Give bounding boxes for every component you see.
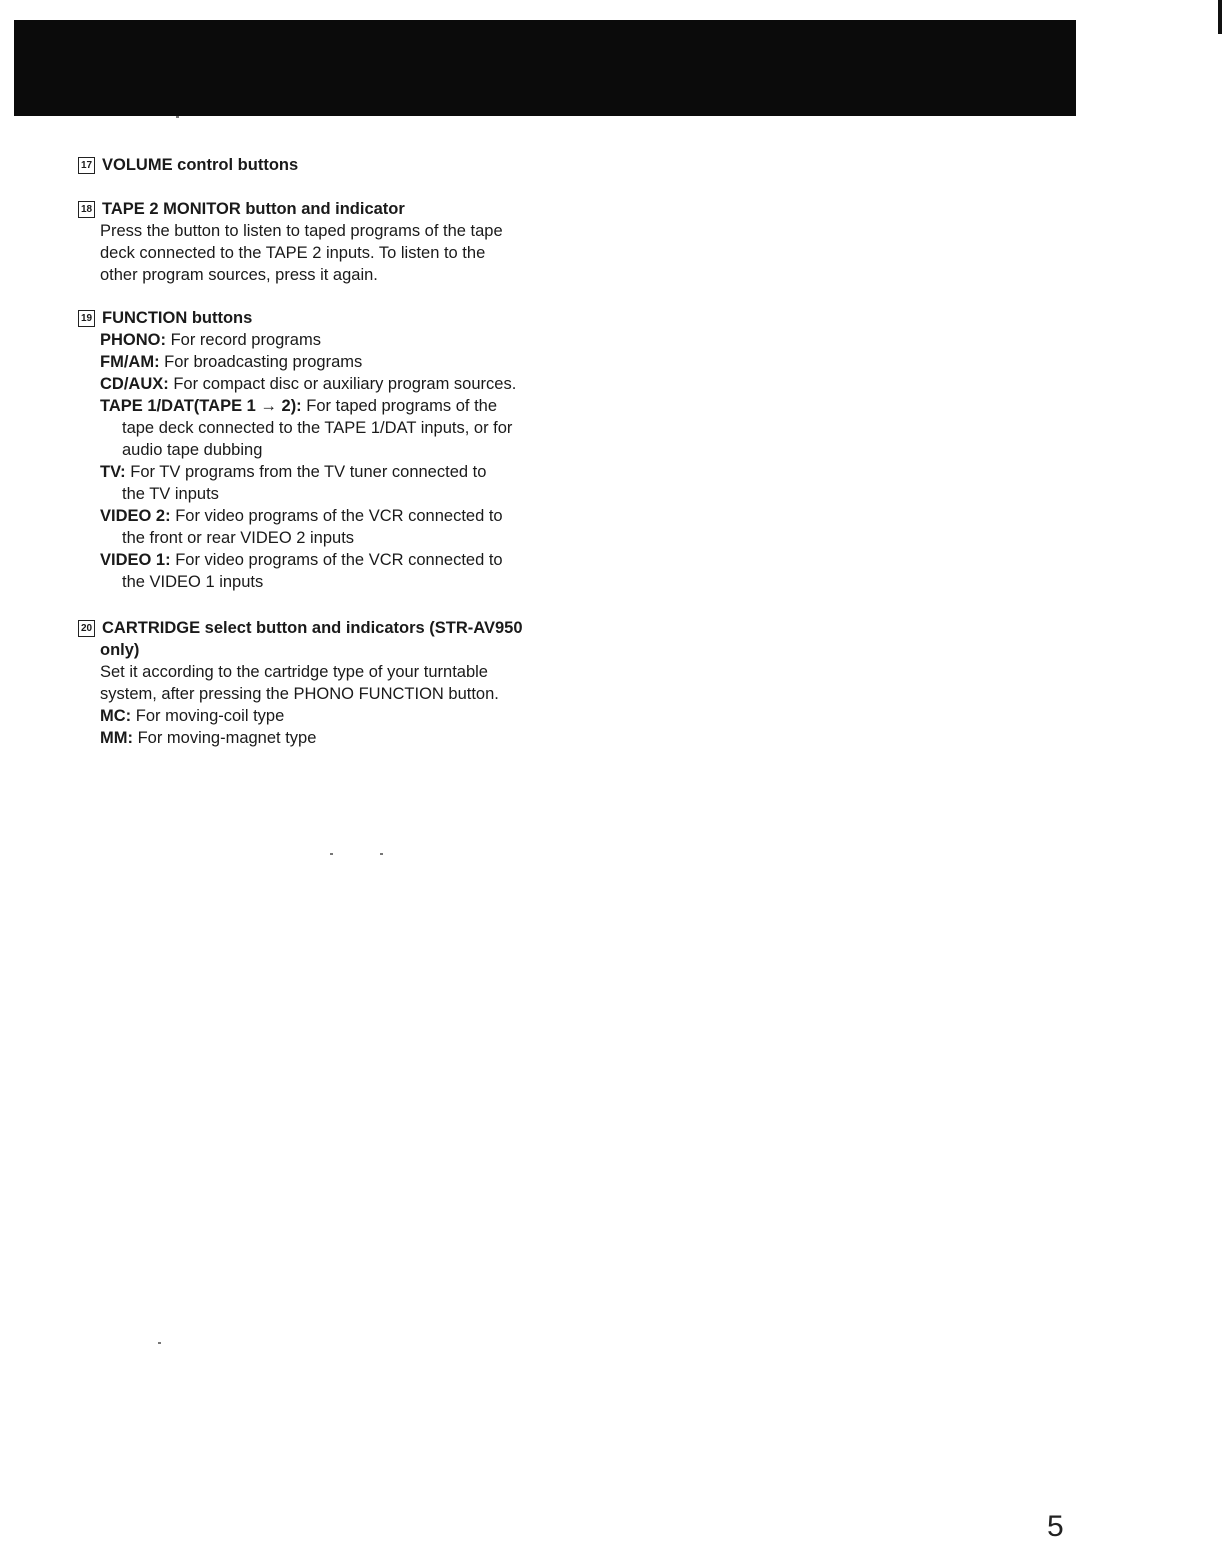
function-entry-tape1-dat: TAPE 1/DAT(TAPE 1 → 2): For taped programs of the [100, 397, 498, 415]
item-number-badge: 17 [78, 157, 95, 174]
header-bar [14, 20, 1076, 116]
item-number-badge: 19 [78, 310, 95, 327]
item-volume [78, 154, 558, 176]
scan-speck [176, 116, 179, 118]
scan-speck [330, 853, 333, 855]
item-title: FUNCTION buttons [102, 309, 253, 327]
function-entry-continuation: the front or rear VIDEO 2 inputs [122, 529, 355, 547]
page-number: 5 [1047, 1510, 1064, 1543]
function-entry-continuation: tape deck connected to the TAPE 1/DAT inputs, or for [122, 419, 513, 437]
item-number-badge: 18 [78, 201, 95, 218]
description-line: other program sources, press it again. [100, 266, 378, 284]
function-entry-video1: VIDEO 1: For video programs of the VCR connected to [100, 551, 503, 569]
item-description [78, 220, 558, 286]
item-title: VOLUME control buttons [102, 156, 299, 174]
function-entry-fmam: FM/AM: For broadcasting programs [100, 353, 363, 371]
item-description [78, 639, 558, 749]
scan-speck [380, 853, 383, 855]
description-line: system, after pressing the PHONO FUNCTION button. [100, 685, 499, 703]
description-line: Press the button to listen to taped programs of the tape [100, 222, 503, 240]
item-tape2-monitor [78, 198, 558, 286]
function-entry-phono: PHONO: For record programs [100, 331, 321, 349]
item-cartridge [78, 617, 558, 749]
scan-speck [158, 1342, 161, 1344]
item-title: CARTRIDGE select button and indicators (STR-AV950 [102, 619, 523, 637]
item-title-continuation: only) [100, 641, 140, 659]
description-line: Set it according to the cartridge type of your turntable [100, 663, 488, 681]
function-entry-cdaux: CD/AUX: For compact disc or auxiliary program sources. [100, 375, 517, 393]
item-title: TAPE 2 MONITOR button and indicator [102, 200, 405, 218]
function-entry-continuation: audio tape dubbing [122, 441, 263, 459]
function-entry-video2: VIDEO 2: For video programs of the VCR connected to [100, 507, 503, 525]
function-entry-continuation: the VIDEO 1 inputs [122, 573, 264, 591]
item-function [78, 307, 558, 593]
function-entry-continuation: the TV inputs [122, 485, 219, 503]
description-line: deck connected to the TAPE 2 inputs. To listen to the [100, 244, 486, 262]
function-entry-tv: TV: For TV programs from the TV tuner connected to [100, 463, 487, 481]
edge-mark [1218, 0, 1222, 34]
cartridge-entry-mc: MC: For moving-coil type [100, 707, 285, 725]
function-list [78, 329, 558, 593]
cartridge-entry-mm: MM: For moving-magnet type [100, 729, 317, 747]
item-number-badge: 20 [78, 620, 95, 637]
